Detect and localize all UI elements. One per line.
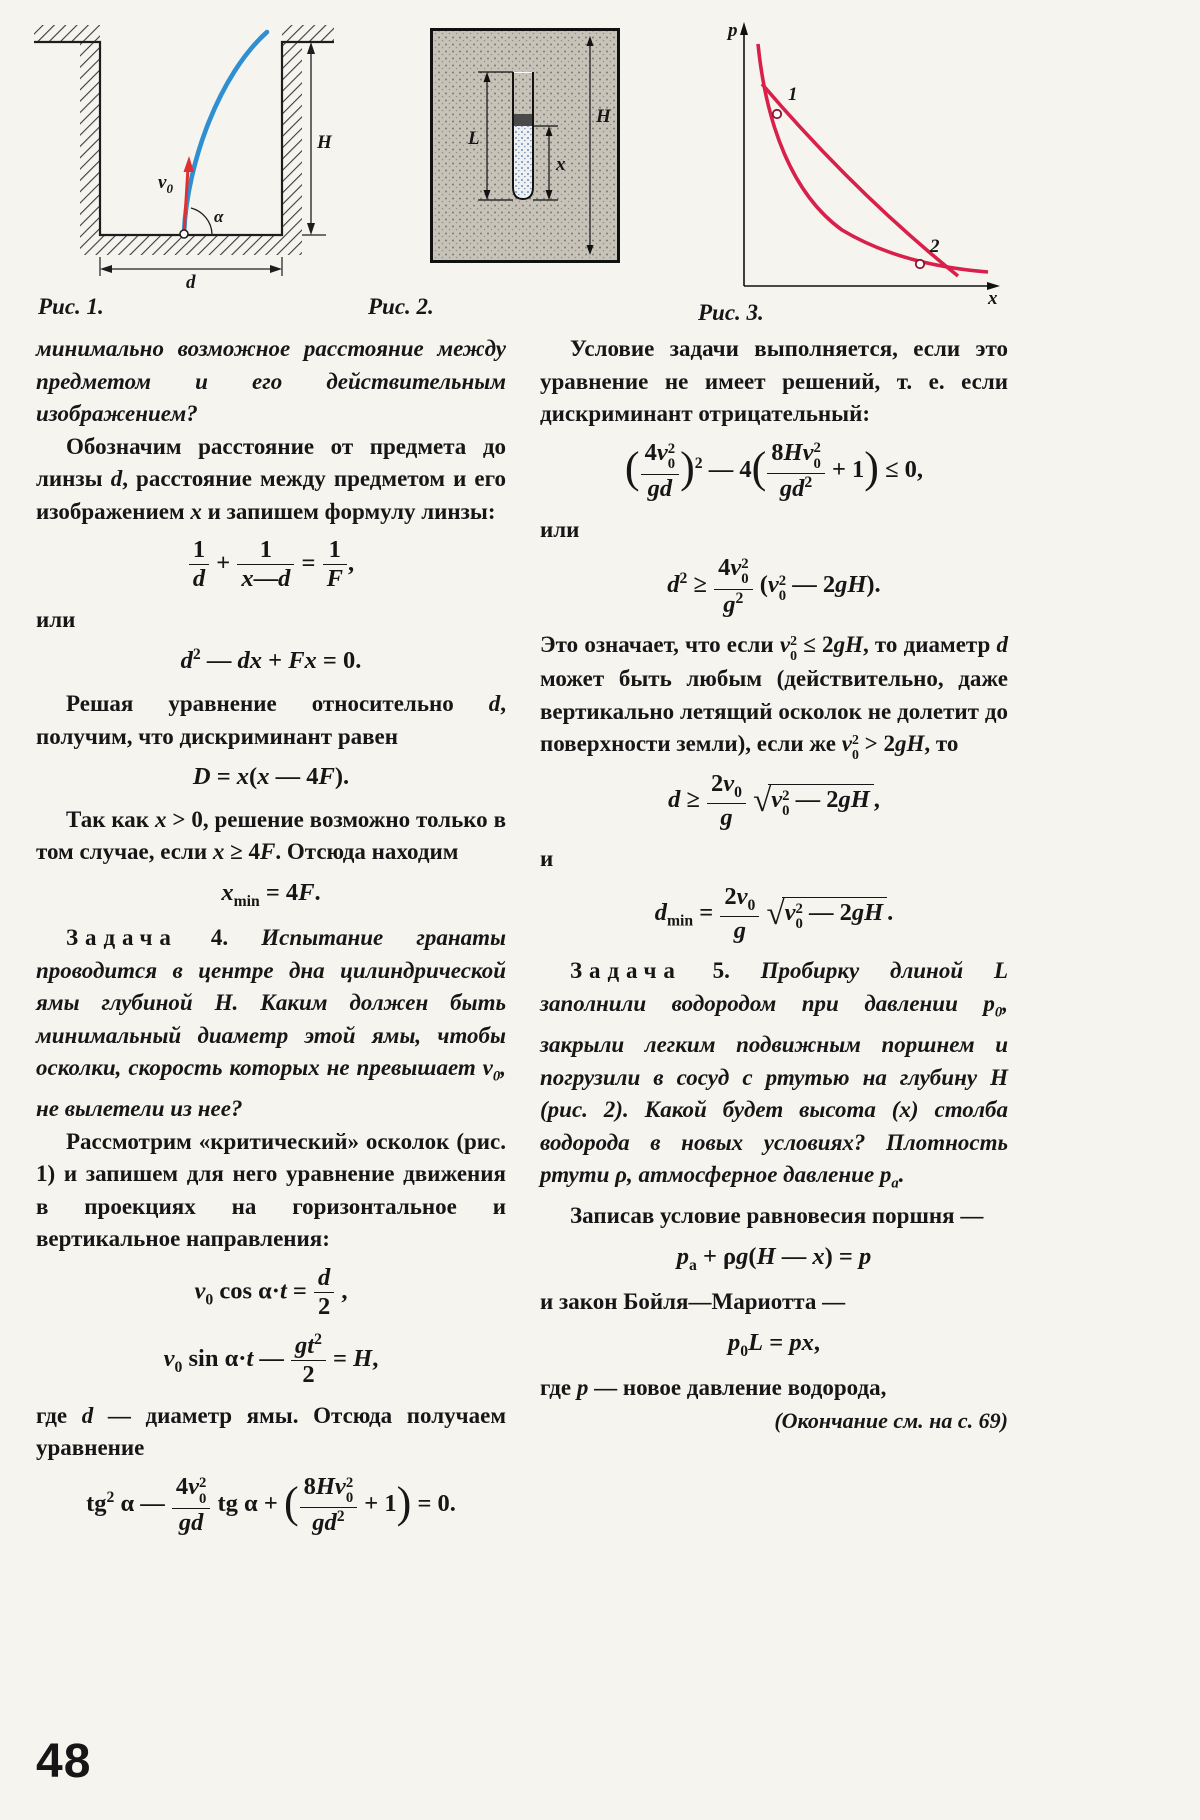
tube-length-label: L (468, 128, 480, 149)
formula-discriminant-negative: ( 4v 2 0 gd )$^2$ — 4( 8Hv 2 0 $gd^2$ + 1) ≤ 0, (624, 438, 924, 503)
figure-3-px-graph (722, 14, 1012, 309)
launch-point (180, 230, 188, 238)
formula-d-squared: $d^2$ ≥ 4v 2 0 $g^2$ (v 2 0 — 2gH). (667, 554, 881, 618)
y-axis-label: p (728, 20, 738, 41)
depth-label: H (317, 132, 332, 153)
paragraph-task5: Задача 5. Пробирку длиной L заполнили водородом при давлении $p_0$, закрыли легким подвижным поршнем и погрузили в сосуд с ртутью на глубину H (рис. 2). Какой будет высота (x) столба водорода в новых условиях? Плотность ртути ρ, атмосферное давление $p_а$. (540, 958, 1008, 1192)
formula-quadratic: $d^2$ — dx + Fx = 0. (180, 646, 362, 675)
paragraph-critical-fragment: Рассмотрим «критический» осколок (рис. 1) и запишем для него уравнение движения в проекциях на горизонтальное и вертикальное направления: (36, 1128, 506, 1252)
right-column (540, 333, 1008, 1437)
paragraph-discriminant: Решая уравнение относительно d, получим, что дискриминант равен (36, 691, 506, 749)
figure3-svg (722, 14, 1012, 304)
depth-label: H (596, 106, 611, 127)
formula-motion-horizontal: $v_0$ cos α·t = $\frac{d}{2}$ , (194, 1263, 348, 1321)
formula-d-bound: d ≥ $\frac{2v_0}{g}$ √v 2 0 — 2gH , (668, 770, 880, 832)
hydrogen-column (514, 126, 532, 198)
paragraph-diameter: где d — диаметр ямы. Отсюда получаем уравнение (36, 1402, 506, 1461)
isotherm-curve (758, 44, 988, 272)
v0-label: $v_0$ (158, 172, 173, 196)
formula-motion-vertical: $v_0$ sin α·t — $\frac{gt^2}{2}$ = H, (163, 1330, 379, 1389)
angle-arc (191, 208, 212, 234)
formula-lens-equation: $\frac{1}{d}$ + $\frac{1}{x—d}$ = $\frac{1}{F}$ , (36, 537, 506, 593)
piston (514, 114, 532, 126)
point2-label: 2 (930, 236, 940, 257)
figure-1-pit-trajectory (34, 22, 334, 295)
alpha-label: α (214, 207, 224, 226)
figure2-svg (430, 28, 620, 263)
paragraph-task4: Задача 4. Испытание гранаты проводится в центре дна цилиндрической ямы глубиной H. Каким должен быть минимальный диаметр этой ямы, чтобы осколки, скорость которых не превышает $v_0$, не вылетели из нее? (36, 925, 506, 1122)
paragraph-lens-setup: Обозначим расстояние от предмета до линзы d, расстояние между предметом и его изображением x и запишем формулу линзы: (36, 433, 507, 524)
formula-d-min: $d_{min}$ = $\frac{2v_0}{g}$ √v 2 0 — 2gH . (654, 883, 894, 944)
paragraph-condition: Так как x > 0, решение возможно только в том случае, если x ≥ 4F. Отсюда находим (36, 806, 506, 865)
figure2-caption: Рис. 2. (368, 294, 434, 319)
formula-xmin: $x_{min} = 4F$. (221, 878, 321, 910)
figure-2-tube-in-mercury (430, 28, 620, 268)
figure1-svg (34, 22, 334, 290)
connector-and: и (540, 845, 554, 871)
trajectory-curve (184, 32, 267, 233)
gas-column-label: x (556, 154, 566, 175)
figure3-caption: Рис. 3. (698, 300, 764, 325)
diameter-label: d (186, 272, 196, 290)
x-axis-label: x (988, 288, 998, 304)
paragraph-meaning: Это означает, что если v 2 0 ≤ 2gH, то диаметр d может быть любым (действительно, даже вертикально летящий осколок не долетит до поверхности земли), если же v 2 0 > 2gH, то (540, 632, 1008, 762)
intersection-point-2 (916, 260, 924, 268)
connector-or: или (36, 606, 76, 632)
paragraph-new-pressure: где p — новое давление водорода, (540, 1375, 887, 1401)
linear-curve (762, 84, 958, 276)
paragraph-equilibrium: Записав условие равновесия поршня — (570, 1203, 984, 1229)
axes (740, 22, 1000, 290)
formula-piston-equilibrium: $p_а + \rho g(H$ — x) = p (676, 1242, 872, 1274)
connector-or: или (540, 516, 580, 542)
page-number: 48 (36, 1735, 92, 1788)
continuation-note: (Окончание см. на с. 69) (774, 1407, 1008, 1433)
formula-boyle-mariotte: $p_0L$ = px, (728, 1328, 820, 1360)
intersection-point-1 (773, 110, 781, 118)
point1-label: 1 (788, 84, 798, 105)
paragraph-boyle-law: и закон Бойля—Мариотта — (540, 1289, 846, 1315)
paragraph-condition-holds: Условие задачи выполняется, если это уравнение не имеет решений, т. е. если дискриминант отрицательный: (540, 336, 1008, 426)
formula-discriminant: D = x(x — 4F). (192, 763, 350, 791)
formula-tangent-equation: $tg^2$ α — 4v 2 0 gd tg α + ( 8Hv 2 0 $gd^2$ + 1) = 0. (86, 1472, 456, 1537)
paragraph-question-continued: минимально возможное расстояние между предметом и его действительным изображением? (36, 336, 506, 426)
figure1-caption: Рис. 1. (38, 294, 104, 319)
left-column (36, 333, 506, 1548)
test-tube (513, 72, 533, 199)
